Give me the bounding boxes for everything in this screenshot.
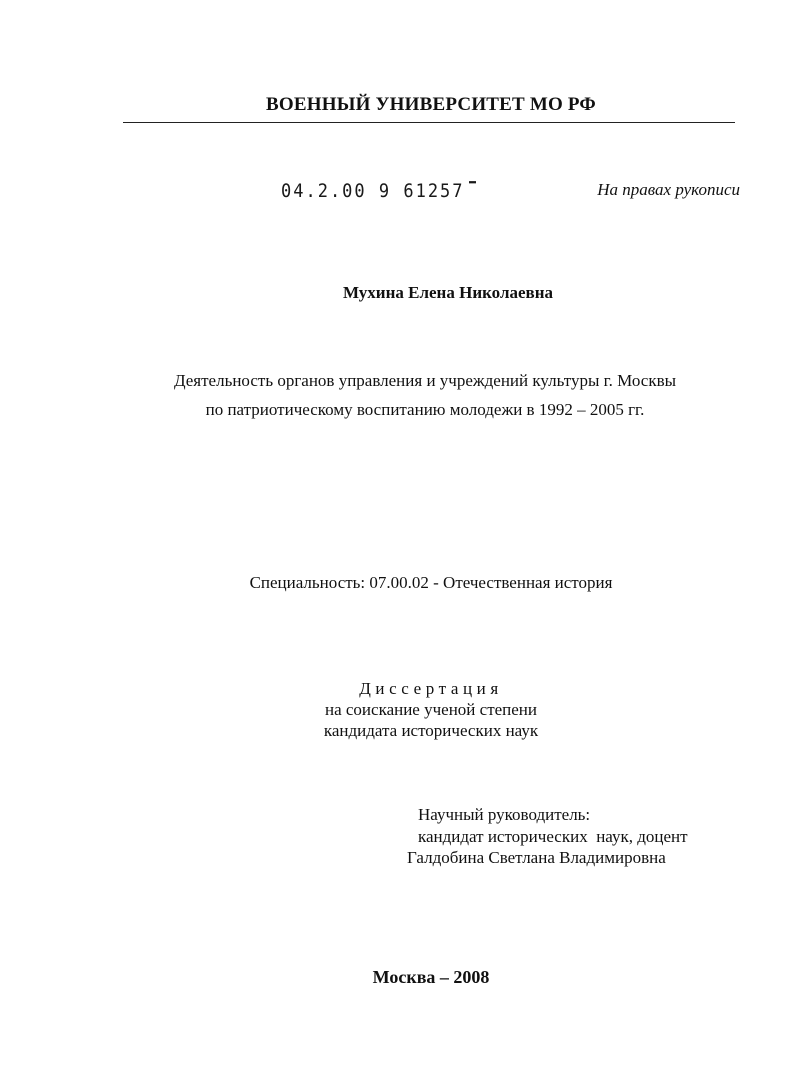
dissertation-block: [0, 678, 792, 741]
rights-note: На правах рукописи: [597, 180, 740, 199]
institution-heading: ВОЕННЫЙ УНИВЕРСИТЕТ МО РФ: [266, 94, 596, 115]
degree-line-2: кандидата исторических наук: [323, 721, 539, 740]
supervisor-degree: кандидат исторических наук, доцент: [418, 826, 688, 846]
degree-line-1: на соискание ученой степени: [324, 700, 538, 719]
author-name: Мухина Елена Николаевна: [342, 283, 554, 302]
title-line-1: Деятельность органов управления и учреждений культуры г. Москвы: [173, 371, 677, 390]
dissertation-title: [0, 366, 792, 424]
stamp-dash-mark: [469, 181, 476, 183]
registration-stamp: [281, 180, 476, 202]
supervisor-label: Научный руководитель:: [418, 805, 591, 824]
title-line-2: по патриотическому воспитанию молодежи в 1992 – 2005 гг.: [205, 400, 645, 419]
registration-number: 04.2.00 9 61257: [281, 180, 465, 203]
city-year: Москва – 2008: [372, 967, 490, 987]
specialty-line: Специальность: 07.00.02 - Отечественная история: [249, 573, 613, 592]
supervisor-name: Галдобина Светлана Владимировна: [407, 848, 666, 867]
header-rule: [123, 122, 735, 123]
dissertation-word: Диссертация: [359, 679, 503, 698]
supervisor-block: [407, 804, 688, 869]
